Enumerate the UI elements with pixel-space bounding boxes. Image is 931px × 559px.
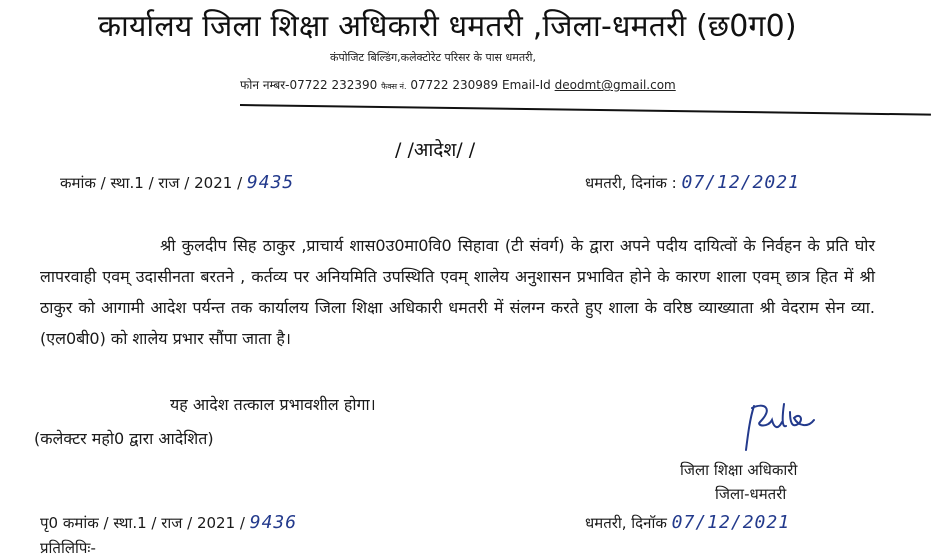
order-reference: [60, 172, 294, 193]
copy-place-date-label: धमतरी, दिनॉक: [585, 514, 667, 532]
email-address: deodmt@gmail.com: [554, 78, 676, 92]
fax-label: फैक्स नं.: [381, 82, 407, 91]
copy-place-date: [585, 512, 790, 533]
email-label: Email-Id: [502, 78, 551, 92]
header-divider: [240, 104, 931, 116]
copy-reference-number: 9436: [249, 512, 298, 533]
handwritten-signature: [738, 398, 818, 458]
office-address: कंपोजिट बिल्डिंग,कलेक्टोरेट परिसर के पास धमतरी,: [330, 51, 536, 64]
copy-reference: [40, 512, 297, 533]
signing-officer: जिला शिक्षा अधिकारी: [680, 461, 798, 479]
order-place-date: [585, 172, 800, 193]
order-effect-line: यह आदेश तत्काल प्रभावशील होगा।: [170, 395, 376, 414]
signing-district: जिला-धमतरी: [715, 485, 787, 503]
order-heading: / /आदेश/ /: [395, 139, 476, 161]
copy-date: 07/12/2021: [671, 512, 791, 533]
contact-line: [240, 76, 676, 93]
fax-number: 07722 230989: [410, 78, 499, 92]
office-title: कार्यालय जिला शिक्षा अधिकारी धमतरी ,जिला-धमतरी (छ0ग0): [98, 9, 797, 44]
place-date-label: धमतरी, दिनांक :: [585, 174, 677, 192]
copy-to-label: प्रतिलिपिः-: [40, 539, 96, 557]
order-date: 07/12/2021: [681, 172, 800, 193]
order-body: श्री कुलदीप सिह ठाकुर ,प्राचार्य शास0उ0मा0वि0 सिहावा (टी संवर्ग) के द्वारा अपने पदीय दायित्वों के निर्वहन के प्रति घोर लापरवाही एवम् उदासीनता बरतने , कर्तव्य पर अनियमिति उपस्थिति एवम् शालेय अनुशासन प्रभावित होने के कारण शाला एवम् छात्र हित में श्री ठाकुर को आगामी आदेश पर्यन्त तक कार्यालय जिला शिक्षा अधिकारी धमतरी में संलग्न करते हुए शाला के वरिष्ठ व्याख्याता श्री वेदराम सेन व्या.(एल0बी0) को शालेय प्रभार सौंपा जाता है।: [40, 236, 875, 348]
phone-number: फोन नम्बर-07722 232390: [240, 78, 378, 92]
order-reference-number: 9435: [246, 172, 295, 193]
copy-reference-prefix: पृ0 कमांक / स्था.1 / राज / 2021 /: [40, 514, 245, 532]
ordered-by: (कलेक्टर महो0 द्वारा आदेशित): [34, 429, 214, 448]
order-reference-prefix: कमांक / स्था.1 / राज / 2021 /: [60, 174, 243, 192]
